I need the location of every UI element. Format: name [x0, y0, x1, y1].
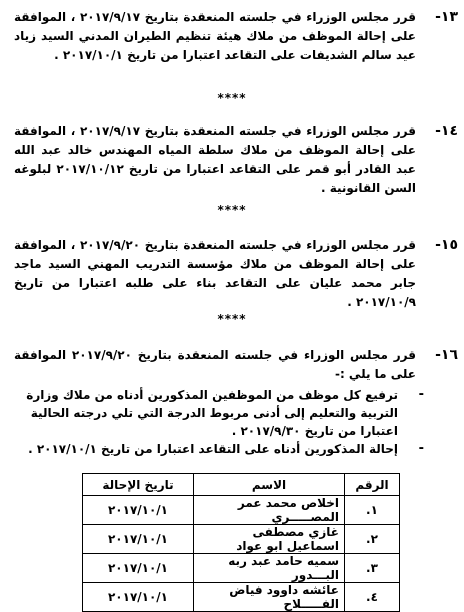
separator: ****: [217, 203, 247, 217]
header-number: الرقم: [345, 474, 400, 496]
header-date: تاريخ الإحالة: [83, 474, 194, 496]
separator: ****: [217, 312, 247, 326]
bullet-text: إحالة المذكورين أدناه على التقاعد اعتبارا من تاريخ ٢٠١٧/١٠/١ .: [28, 442, 398, 456]
bullet-dash: -: [418, 387, 424, 402]
row-name: عائشه داوود فياض الفـــــلاح: [194, 583, 345, 612]
item-number: -١٥: [435, 237, 458, 253]
row-number: ١.: [345, 496, 400, 525]
row-date: ٢٠١٧/١٠/١: [83, 496, 194, 525]
row-date: ٢٠١٧/١٠/١: [83, 554, 194, 583]
item-text: قرر مجلس الوزراء في جلسته المنعقدة بتاريخ ٢٠١٧/٩/١٧ ، الموافقة على إحالة الموظف من ملاك هيئة تنظيم الطيران المدني السيد زياد عيد سالم الشديفات على التقاعد اعتبارا من تاريخ ٢٠١٧/١٠/١ .: [14, 10, 416, 62]
bullet-dash: -: [418, 441, 424, 456]
table-row: [83, 496, 400, 525]
item-text: قرر مجلس الوزراء في جلسته المنعقدة بتاريخ ٢٠١٧/٩/١٧ ، الموافقة على إحالة الموظف من ملاك سلطة المياه المهندس خالد عبد الله عبد القادر أبو قمر على التقاعد اعتبارا من تاريخ ٢٠١٧/١٠/١٢ لبلوغه السن القانونية .: [14, 124, 416, 195]
item-text: قرر مجلس الوزراء في جلسته المنعقدة بتاريخ ٢٠١٧/٩/٢٠ ، الموافقة على إحالة الموظف من ملاك مؤسسة التدريب المهني السيد ماجد جابر محمد عليان على التقاعد بناء على طلبه اعتبارا من تاريخ ٢٠١٧/١٠/٩ .: [14, 238, 416, 309]
row-name: سميه حامد عبد ربه البـــدور: [194, 554, 345, 583]
item-number: -١٦: [435, 347, 458, 363]
row-date: ٢٠١٧/١٠/١: [83, 583, 194, 612]
item-number: -١٣: [435, 9, 458, 25]
bullet-text: ترفيع كل موظف من الموظفين المذكورين أدناه من ملاك وزارة التربية والتعليم إلى أدنى مربوط الدرجة التي تلي درجته الحالية اعتبارا من تاريخ ٢٠١٧/٩/٣٠ .: [26, 388, 398, 438]
retirees-table: [82, 473, 400, 612]
table-row: [83, 554, 400, 583]
item-number: -١٤: [435, 123, 458, 139]
row-number: ٣.: [345, 554, 400, 583]
table-row: [83, 583, 400, 612]
row-name: اخلاص محمد عمر المصـــــري: [194, 496, 345, 525]
item-text: قرر مجلس الوزراء في جلسته المنعقدة بتاريخ ٢٠١٧/٩/٢٠ الموافقة على ما يلي :-: [14, 348, 417, 381]
header-name: الاسم: [194, 474, 345, 496]
row-name: غازي مصطفى اسماعيل ابو عواد: [194, 525, 345, 554]
row-number: ٤.: [345, 583, 400, 612]
row-number: ٢.: [345, 525, 400, 554]
row-date: ٢٠١٧/١٠/١: [83, 525, 194, 554]
separator: ****: [217, 91, 247, 105]
table-row: [83, 525, 400, 554]
table-header-row: [83, 474, 400, 496]
